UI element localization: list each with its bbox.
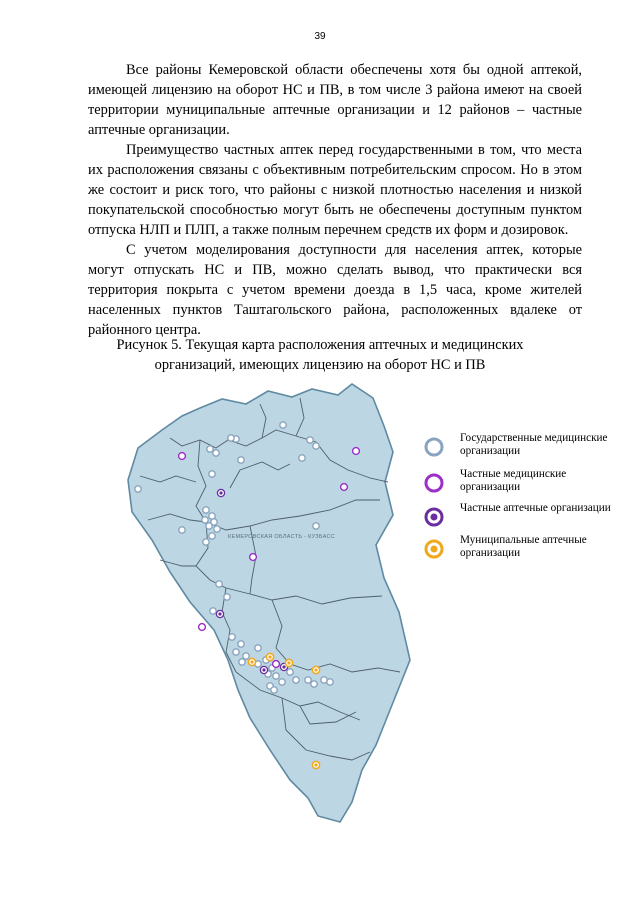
- state-medical-marker: [273, 673, 279, 679]
- state-medical-marker: [209, 471, 215, 477]
- state-medical-marker: [179, 527, 185, 533]
- state-medical-marker: [299, 455, 305, 461]
- state-medical-marker: [206, 523, 212, 529]
- state-medical-marker: [207, 446, 213, 452]
- figure-caption-line-2: организаций, имеющих лицензию на оборот НС и ПВ: [154, 357, 486, 373]
- state-medical-marker: [202, 517, 208, 523]
- page-number: 39: [314, 31, 326, 42]
- state-medical-marker: [279, 679, 285, 685]
- private-pharmacy-marker: [217, 489, 224, 496]
- private-pharmacy-marker: [216, 610, 223, 617]
- municipal-pharmacy-marker: [266, 653, 273, 660]
- legend-item-state-medical: [420, 432, 620, 464]
- municipal-pharmacy-marker: [248, 658, 255, 665]
- state-medical-marker: [224, 594, 230, 600]
- legend-label: Муниципальные аптечные организации: [460, 534, 587, 559]
- legend-item-private-pharmacy: [420, 502, 620, 534]
- private-medical-marker: [199, 624, 206, 631]
- state-medical-marker: [213, 450, 219, 456]
- legend-item-municipal-pharmacy: [420, 534, 620, 566]
- state-medical-marker: [228, 435, 234, 441]
- state-medical-marker: [313, 523, 319, 529]
- state-medical-marker: [311, 681, 317, 687]
- figure-caption-line-1: Рисунок 5. Текущая карта расположения аптечных и медицинских: [116, 337, 524, 353]
- state-medical-marker: [216, 581, 222, 587]
- state-medical-marker: [203, 539, 209, 545]
- private-medical-marker: [250, 554, 257, 561]
- region-outline: [128, 384, 410, 822]
- state-medical-marker: [313, 443, 319, 449]
- state-medical-marker: [307, 437, 313, 443]
- private-medical-marker: [273, 661, 280, 668]
- private-pharmacy-legend-icon: [423, 506, 445, 528]
- municipal-pharmacy-marker: [312, 666, 319, 673]
- state-medical-marker: [203, 507, 209, 513]
- state-medical-marker: [327, 679, 333, 685]
- legend-label: Частные аптечные организации: [460, 502, 611, 514]
- private-pharmacy-marker: [260, 666, 267, 673]
- state-medical-marker: [239, 659, 245, 665]
- state-medical-marker: [229, 634, 235, 640]
- private-medical-marker: [353, 448, 360, 455]
- paragraph-1: Все районы Кемеровской области обеспечены хотя бы одной аптекой, имеющей лицензию на оборот НС и ПВ, в том числе 3 района имеют на своей территории муниципальные аптечные организации и 12 районов – частные аптечные организации.: [88, 62, 582, 138]
- state-medical-marker: [243, 653, 249, 659]
- legend-label: Государственные медицинские организации: [460, 432, 608, 457]
- state-medical-marker: [305, 677, 311, 683]
- state-medical-marker: [135, 486, 141, 492]
- state-medical-marker: [271, 687, 277, 693]
- state-medical-marker: [293, 677, 299, 683]
- legend-label: Частные медицинские организации: [460, 468, 567, 493]
- paragraph-3: С учетом моделирования доступности для населения аптек, которые могут отпускать НС и ПВ, можно сделать вывод, что практически вся территория покрыта с учетом времени доезда в 1,5 часа, кроме жителей населенных пунктов Таштагольского района, расположенных вдалеке от районного центра.: [88, 242, 582, 338]
- municipal-pharmacy-marker: [285, 659, 292, 666]
- state-medical-marker: [233, 649, 239, 655]
- state-medical-marker: [280, 422, 286, 428]
- state-medical-legend-icon: [423, 436, 445, 458]
- legend-item-private-medical: [420, 468, 620, 500]
- state-medical-marker: [238, 641, 244, 647]
- state-medical-marker: [287, 669, 293, 675]
- state-medical-marker: [214, 526, 220, 532]
- private-medical-marker: [341, 484, 348, 491]
- state-medical-marker: [238, 457, 244, 463]
- map-region-label: КЕМЕРОВСКАЯ ОБЛАСТЬ - КУЗБАСС: [228, 534, 336, 540]
- private-medical-legend-icon: [423, 472, 445, 494]
- municipal-pharmacy-legend-icon: [423, 538, 445, 560]
- state-medical-marker: [209, 533, 215, 539]
- paragraph-2: Преимущество частных аптек перед государственными в том, что места их расположения связаны с объективным потребительским спросом. Но в этом же состоит и риск того, что районы с низкой плотностью населения и низкой покупательской способностью могут быть не обеспечены доступным пунктом отпуска НЛП и ПЛП, а также полным перечнем средств их форм и дозировок.: [88, 142, 582, 238]
- private-medical-marker: [179, 453, 186, 460]
- municipal-pharmacy-marker: [312, 761, 319, 768]
- state-medical-marker: [210, 608, 216, 614]
- state-medical-marker: [255, 645, 261, 651]
